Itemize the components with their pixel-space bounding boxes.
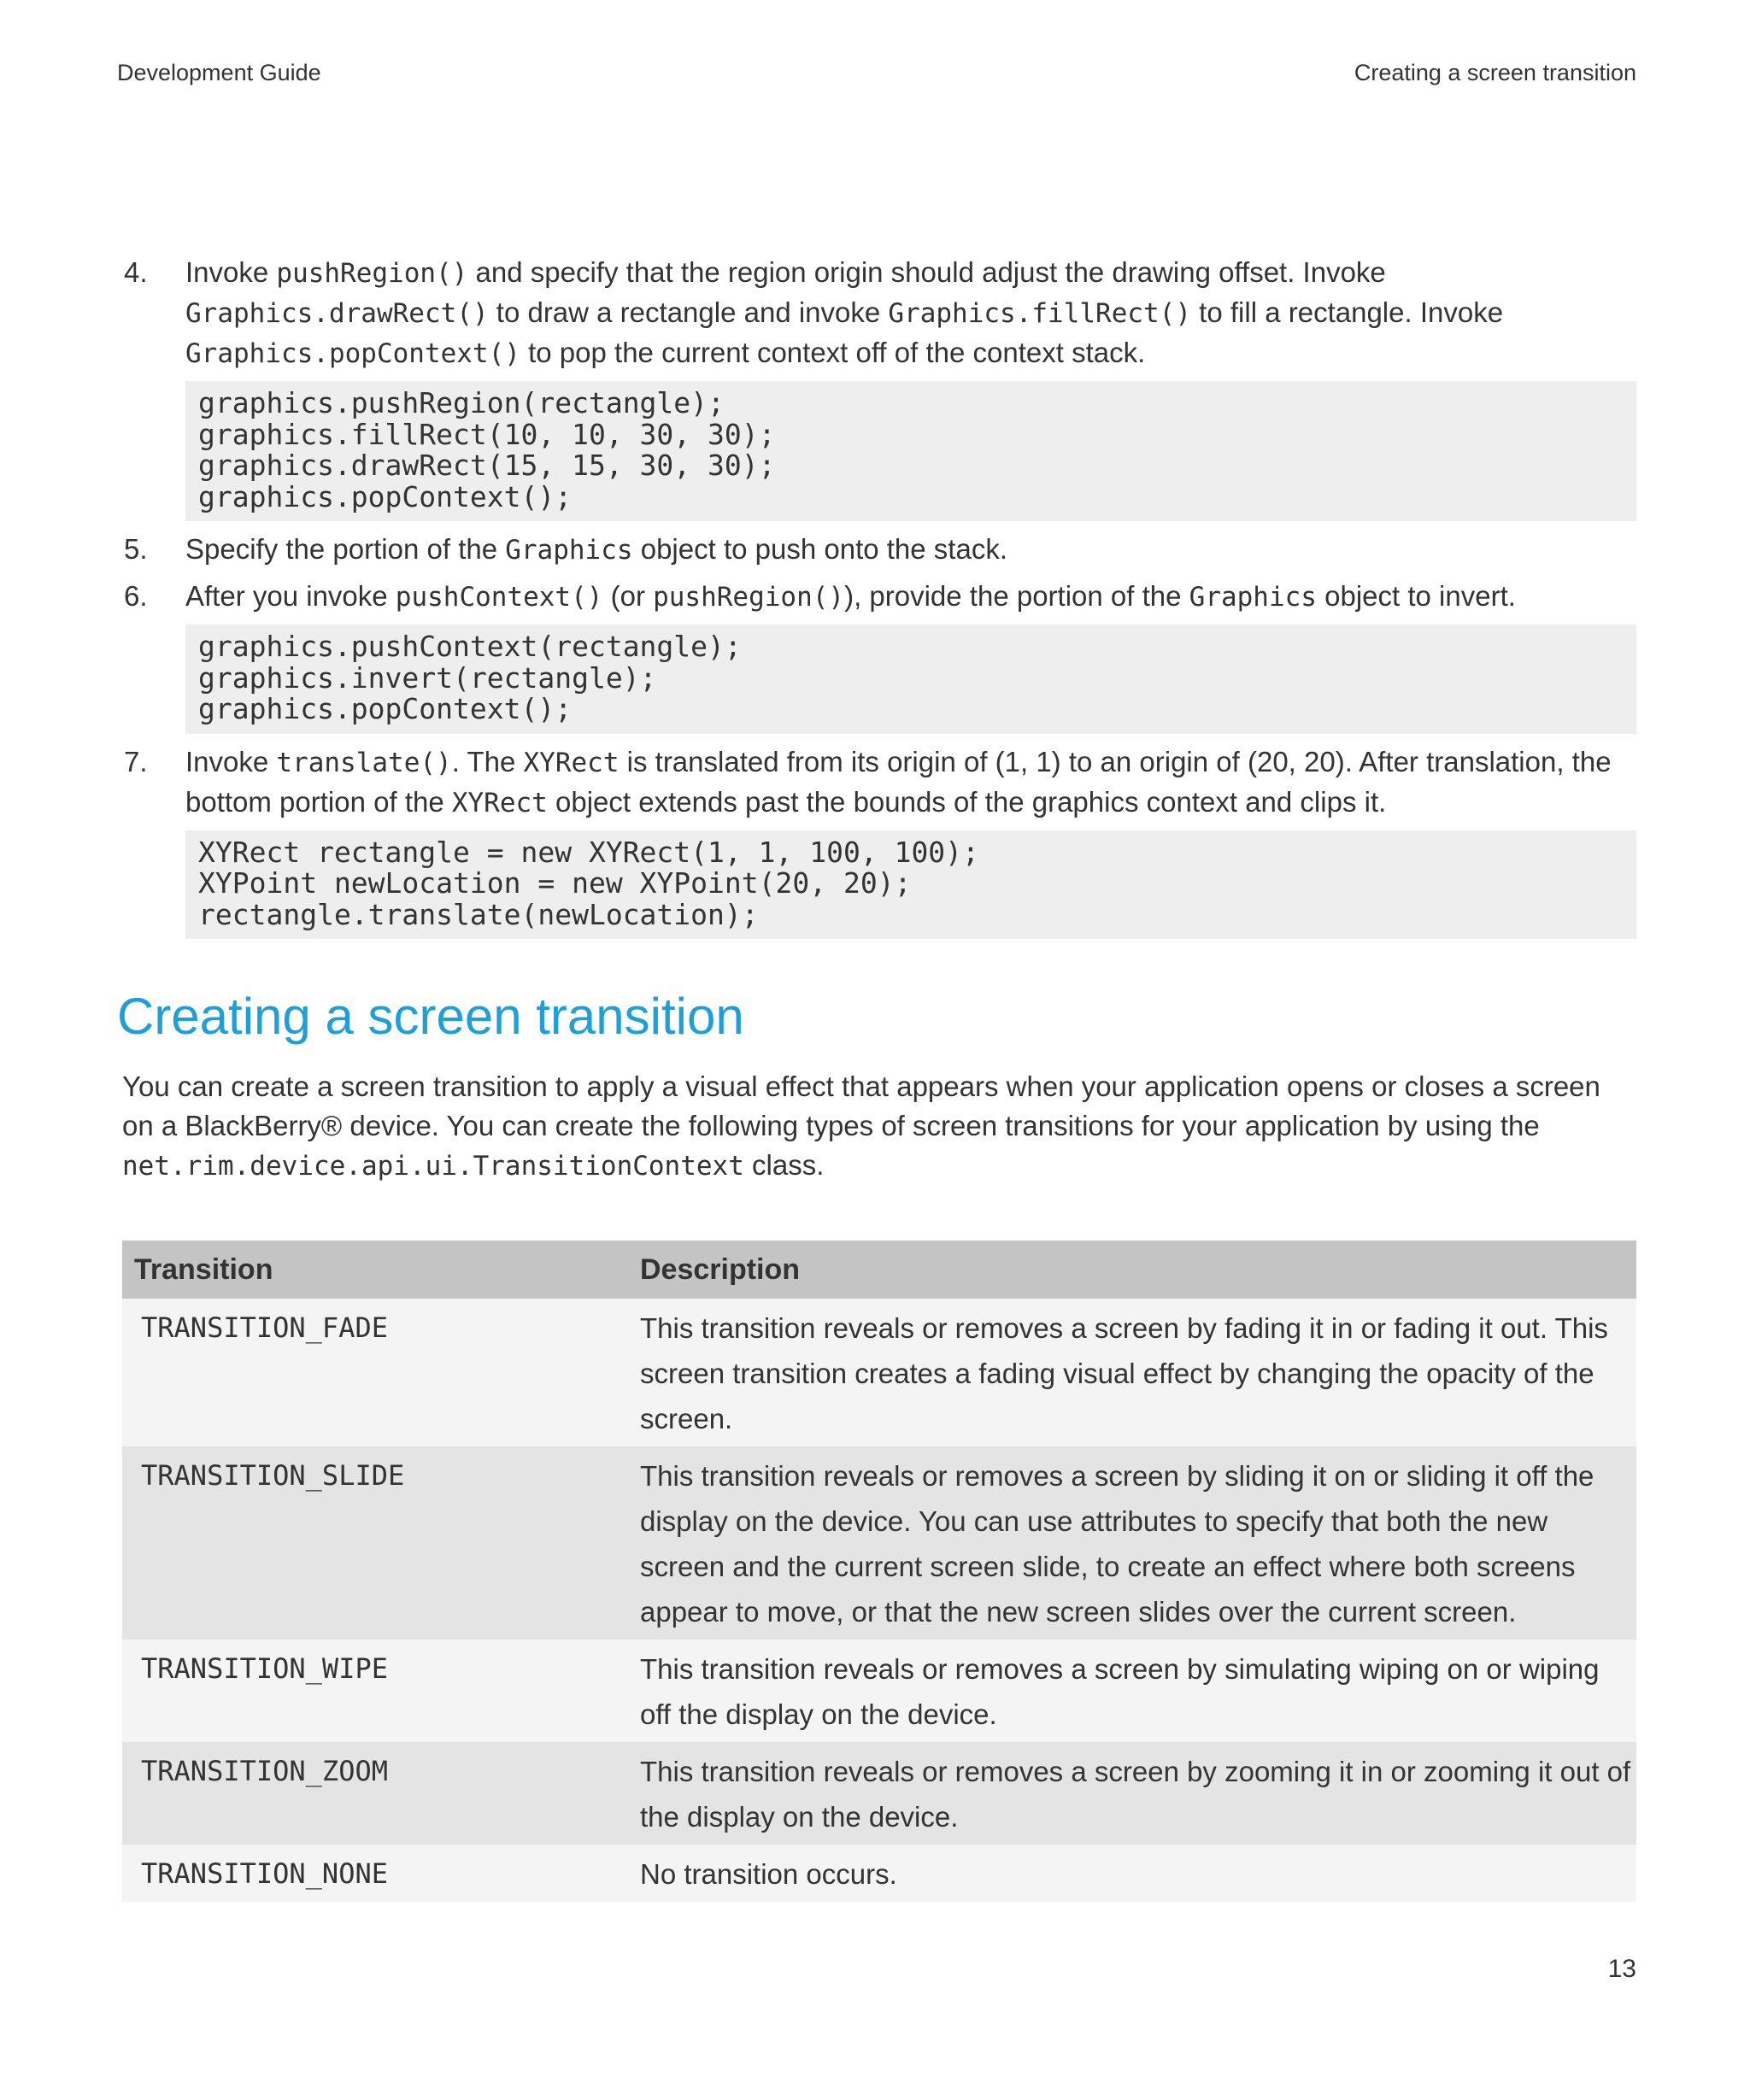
- inline-code: net.rim.device.api.ui.TransitionContext: [122, 1151, 744, 1182]
- text-run: to pop the current context off of the context stack.: [520, 337, 1146, 368]
- text-run: to draw a rectangle and invoke: [488, 296, 889, 328]
- transition-name: TRANSITION_FADE: [122, 1299, 628, 1446]
- transition-description: This transition reveals or removes a screen by fading it in or fading it out. This screen transition creates a fading visual effect by changing the opacity of the screen.: [628, 1299, 1636, 1446]
- text-run: Specify the portion of the: [185, 533, 506, 565]
- section-heading: Creating a screen transition: [117, 988, 744, 1045]
- header-section-title: Creating a screen transition: [1354, 60, 1636, 85]
- inline-code: pushContext(): [395, 582, 603, 613]
- step-text: [185, 742, 1636, 823]
- step-item: [117, 530, 1636, 570]
- inline-code: XYRect: [523, 747, 620, 778]
- column-header-description: Description: [628, 1241, 1636, 1299]
- text-run: (or: [602, 580, 654, 612]
- table-row: [122, 1845, 1636, 1902]
- page-content: [117, 253, 1636, 1902]
- text-run: to fill a rectangle. Invoke: [1191, 296, 1504, 328]
- step-number: 5.: [124, 533, 148, 565]
- transition-description: No transition occurs.: [628, 1845, 1636, 1902]
- transition-name: TRANSITION_ZOOM: [122, 1742, 628, 1845]
- column-header-transition: Transition: [122, 1241, 628, 1299]
- table-row: [122, 1299, 1636, 1446]
- step-item: [117, 253, 1636, 521]
- step-number: 6.: [124, 580, 148, 612]
- inline-code: Graphics.drawRect(): [185, 298, 489, 329]
- code-block: graphics.pushContext(rectangle); graphics.invert(rectangle); graphics.popContext();: [185, 625, 1636, 734]
- code-block: graphics.pushRegion(rectangle); graphics.fillRect(10, 10, 30, 30); graphics.drawRect(15, 15, 30, 30); graphics.popContext();: [185, 381, 1636, 521]
- text-run: ), provide the portion of the: [844, 580, 1189, 612]
- text-run: object to invert.: [1316, 580, 1516, 612]
- step-text: [185, 577, 1636, 617]
- section-intro: [122, 1067, 1636, 1186]
- transition-description: This transition reveals or removes a screen by simulating wiping on or wiping off the display on the device.: [628, 1640, 1636, 1742]
- table-header-row: [122, 1241, 1636, 1299]
- text-run: object extends past the bounds of the graphics context and clips it.: [547, 785, 1387, 818]
- header-doc-title: Development Guide: [117, 60, 321, 85]
- step-item: [117, 742, 1636, 940]
- text-run: You can create a screen transition to apply a visual effect that appears when your application opens or closes a screen on a BlackBerry® device. You can create the following types of screen transitions for your application by using the: [122, 1071, 1600, 1141]
- text-run: After you invoke: [185, 580, 396, 612]
- text-run: and specify that the region origin should adjust the drawing offset. Invoke: [467, 256, 1386, 288]
- text-run: object to push onto the stack.: [632, 533, 1007, 565]
- text-run: Invoke: [185, 745, 277, 777]
- table-row: [122, 1640, 1636, 1742]
- table-row: [122, 1742, 1636, 1845]
- step-item: [117, 577, 1636, 734]
- procedure-steps: [117, 253, 1636, 939]
- inline-code: Graphics.fillRect(): [888, 298, 1192, 329]
- inline-code: XYRect: [451, 787, 548, 818]
- transitions-table: [122, 1241, 1636, 1902]
- inline-code: translate(): [276, 747, 452, 778]
- step-number: 4.: [124, 256, 148, 288]
- transition-name: TRANSITION_NONE: [122, 1845, 628, 1902]
- inline-code: Graphics.popContext(): [185, 338, 520, 369]
- running-header: [117, 60, 1636, 86]
- step-number: 7.: [124, 745, 148, 777]
- transition-description: This transition reveals or removes a screen by zooming it in or zooming it out of the display on the device.: [628, 1742, 1636, 1845]
- text-run: is translated from its origin of (1, 1) to an origin of (20, 20). After translation, the bottom portion of the: [185, 745, 1612, 818]
- step-text: [185, 530, 1636, 570]
- inline-code: Graphics: [1189, 582, 1317, 613]
- inline-code: pushRegion(): [276, 258, 468, 289]
- page-number: 13: [1607, 1955, 1636, 1983]
- inline-code: Graphics: [505, 535, 633, 566]
- step-text: [185, 253, 1636, 373]
- transition-name: TRANSITION_SLIDE: [122, 1446, 628, 1640]
- text-run: class.: [743, 1149, 825, 1181]
- table-row: [122, 1446, 1636, 1640]
- text-run: Invoke: [185, 256, 277, 288]
- inline-code: pushRegion(): [653, 582, 845, 613]
- transition-description: This transition reveals or removes a screen by sliding it on or sliding it off the display on the device. You can use attributes to specify that both the new screen and the current screen slide, to create an effect where both screens appear to move, or that the new screen slides over the current screen.: [628, 1446, 1636, 1640]
- transition-name: TRANSITION_WIPE: [122, 1640, 628, 1742]
- text-run: . The: [451, 745, 524, 777]
- code-block: XYRect rectangle = new XYRect(1, 1, 100, 100); XYPoint newLocation = new XYPoint(20, 20); rectangle.translate(newLocation);: [185, 830, 1636, 940]
